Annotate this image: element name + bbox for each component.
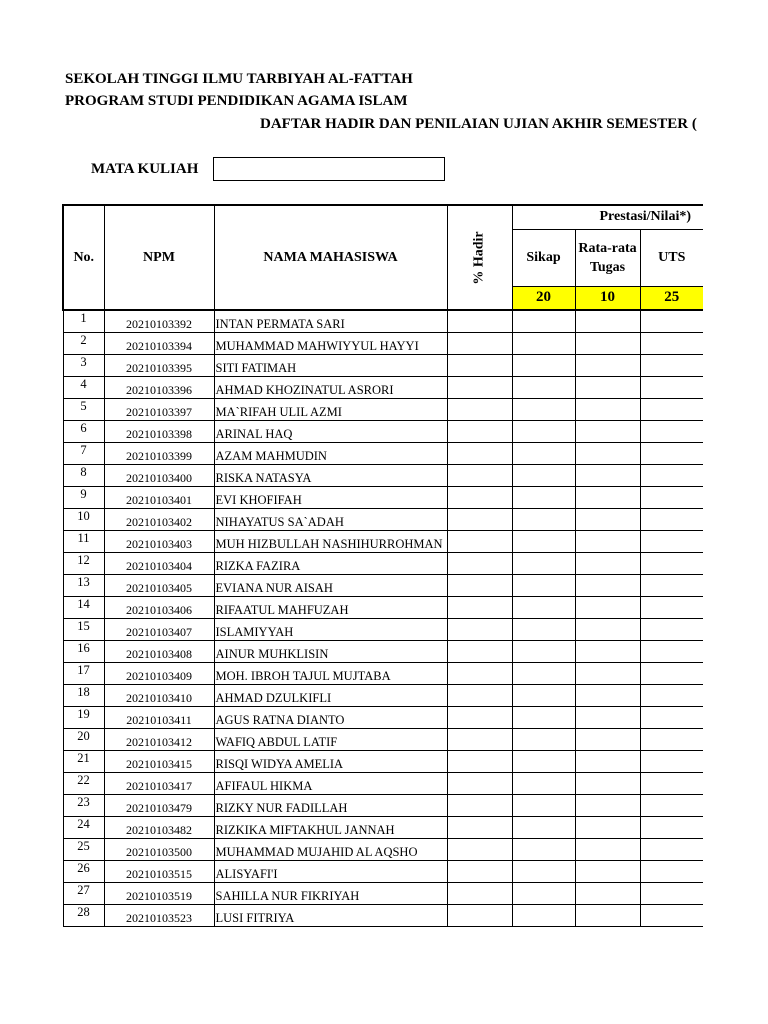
row-hadir-cell[interactable] xyxy=(447,597,512,619)
row-npm: 20210103482 xyxy=(104,817,214,839)
row-tugas-cell[interactable] xyxy=(575,773,640,795)
row-sikap-cell[interactable] xyxy=(512,443,575,465)
row-sikap-cell[interactable] xyxy=(512,597,575,619)
row-nama: MUH HIZBULLAH NASHIHURROHMAN xyxy=(214,531,447,553)
row-sikap-cell[interactable] xyxy=(512,685,575,707)
row-sikap-cell[interactable] xyxy=(512,531,575,553)
weight-uts: 25 xyxy=(640,286,703,310)
row-uts-cell[interactable] xyxy=(640,465,703,487)
row-sikap-cell[interactable] xyxy=(512,310,575,333)
row-tugas-cell[interactable] xyxy=(575,333,640,355)
row-uts-cell[interactable] xyxy=(640,839,703,861)
row-hadir-cell[interactable] xyxy=(447,531,512,553)
row-nama: RISQI WIDYA AMELIA xyxy=(214,751,447,773)
row-tugas-cell[interactable] xyxy=(575,377,640,399)
table-row xyxy=(63,531,703,553)
attendance-table xyxy=(62,204,703,927)
row-sikap-cell[interactable] xyxy=(512,729,575,751)
row-hadir-cell[interactable] xyxy=(447,861,512,883)
table-row xyxy=(63,685,703,707)
row-npm: 20210103405 xyxy=(104,575,214,597)
row-tugas-cell[interactable] xyxy=(575,553,640,575)
table-row xyxy=(63,729,703,751)
row-uts-cell[interactable] xyxy=(640,399,703,421)
row-tugas-cell[interactable] xyxy=(575,685,640,707)
row-sikap-cell[interactable] xyxy=(512,839,575,861)
row-no: 3 xyxy=(63,355,104,377)
row-uts-cell[interactable] xyxy=(640,333,703,355)
row-sikap-cell[interactable] xyxy=(512,377,575,399)
row-no: 14 xyxy=(63,597,104,619)
row-hadir-cell[interactable] xyxy=(447,729,512,751)
row-hadir-cell[interactable] xyxy=(447,751,512,773)
row-no: 21 xyxy=(63,751,104,773)
row-uts-cell[interactable] xyxy=(640,310,703,333)
row-sikap-cell[interactable] xyxy=(512,773,575,795)
row-uts-cell[interactable] xyxy=(640,663,703,685)
row-no: 19 xyxy=(63,707,104,729)
row-no: 17 xyxy=(63,663,104,685)
row-nama: EVIANA NUR AISAH xyxy=(214,575,447,597)
row-no: 24 xyxy=(63,817,104,839)
row-nama: AHMAD DZULKIFLI xyxy=(214,685,447,707)
row-uts-cell[interactable] xyxy=(640,487,703,509)
row-tugas-cell[interactable] xyxy=(575,465,640,487)
table-row xyxy=(63,597,703,619)
row-sikap-cell[interactable] xyxy=(512,333,575,355)
row-npm: 20210103412 xyxy=(104,729,214,751)
row-nama: MA`RIFAH ULIL AZMI xyxy=(214,399,447,421)
row-nama: AHMAD KHOZINATUL ASRORI xyxy=(214,377,447,399)
row-no: 16 xyxy=(63,641,104,663)
row-uts-cell[interactable] xyxy=(640,355,703,377)
row-no: 5 xyxy=(63,399,104,421)
weight-sikap: 20 xyxy=(512,286,575,310)
row-tugas-cell[interactable] xyxy=(575,487,640,509)
row-uts-cell[interactable] xyxy=(640,509,703,531)
table-row xyxy=(63,641,703,663)
row-nama: LUSI FITRIYA xyxy=(214,905,447,927)
row-tugas-cell[interactable] xyxy=(575,355,640,377)
row-sikap-cell[interactable] xyxy=(512,795,575,817)
row-sikap-cell[interactable] xyxy=(512,399,575,421)
row-npm: 20210103411 xyxy=(104,707,214,729)
row-nama: RIZKIKA MIFTAKHUL JANNAH xyxy=(214,817,447,839)
row-nama: AGUS RATNA DIANTO xyxy=(214,707,447,729)
row-hadir-cell[interactable] xyxy=(447,641,512,663)
table-row xyxy=(63,861,703,883)
row-nama: AZAM MAHMUDIN xyxy=(214,443,447,465)
row-tugas-cell[interactable] xyxy=(575,883,640,905)
row-nama: MOH. IBROH TAJUL MUJTABA xyxy=(214,663,447,685)
row-nama: RIZKY NUR FADILLAH xyxy=(214,795,447,817)
row-npm: 20210103400 xyxy=(104,465,214,487)
row-npm: 20210103408 xyxy=(104,641,214,663)
row-hadir-cell[interactable] xyxy=(447,619,512,641)
row-npm: 20210103479 xyxy=(104,795,214,817)
row-hadir-cell[interactable] xyxy=(447,509,512,531)
table-row xyxy=(63,377,703,399)
row-uts-cell[interactable] xyxy=(640,817,703,839)
row-nama: SITI FATIMAH xyxy=(214,355,447,377)
row-npm: 20210103403 xyxy=(104,531,214,553)
col-sikap-header: Sikap xyxy=(512,229,575,286)
row-sikap-cell[interactable] xyxy=(512,421,575,443)
row-npm: 20210103519 xyxy=(104,883,214,905)
row-nama: ISLAMIYYAH xyxy=(214,619,447,641)
row-uts-cell[interactable] xyxy=(640,597,703,619)
row-tugas-cell[interactable] xyxy=(575,707,640,729)
table-row xyxy=(63,310,703,333)
row-uts-cell[interactable] xyxy=(640,773,703,795)
row-hadir-cell[interactable] xyxy=(447,355,512,377)
row-no: 12 xyxy=(63,553,104,575)
row-nama: ALISYAFI'I xyxy=(214,861,447,883)
row-hadir-cell[interactable] xyxy=(447,310,512,333)
table-row xyxy=(63,795,703,817)
row-sikap-cell[interactable] xyxy=(512,641,575,663)
row-nama: NIHAYATUS SA`ADAH xyxy=(214,509,447,531)
row-hadir-cell[interactable] xyxy=(447,839,512,861)
row-hadir-cell[interactable] xyxy=(447,707,512,729)
table-row xyxy=(63,619,703,641)
row-tugas-cell[interactable] xyxy=(575,817,640,839)
row-nama: RIFAATUL MAHFUZAH xyxy=(214,597,447,619)
row-nama: MUHAMMAD MUJAHID AL AQSHO xyxy=(214,839,447,861)
row-sikap-cell[interactable] xyxy=(512,465,575,487)
row-npm: 20210103394 xyxy=(104,333,214,355)
row-uts-cell[interactable] xyxy=(640,421,703,443)
row-nama: AINUR MUHKLISIN xyxy=(214,641,447,663)
table-row xyxy=(63,465,703,487)
row-uts-cell[interactable] xyxy=(640,575,703,597)
hadir-label: % Hadir xyxy=(471,230,487,285)
row-uts-cell[interactable] xyxy=(640,531,703,553)
row-tugas-cell[interactable] xyxy=(575,310,640,333)
row-npm: 20210103415 xyxy=(104,751,214,773)
row-no: 1 xyxy=(63,310,104,333)
row-uts-cell[interactable] xyxy=(640,685,703,707)
row-no: 13 xyxy=(63,575,104,597)
row-uts-cell[interactable] xyxy=(640,553,703,575)
row-sikap-cell[interactable] xyxy=(512,707,575,729)
row-tugas-cell[interactable] xyxy=(575,729,640,751)
row-tugas-cell[interactable] xyxy=(575,619,640,641)
row-npm: 20210103515 xyxy=(104,861,214,883)
row-sikap-cell[interactable] xyxy=(512,861,575,883)
table-row xyxy=(63,355,703,377)
col-uts-header: UTS xyxy=(640,229,703,286)
row-npm: 20210103523 xyxy=(104,905,214,927)
row-sikap-cell[interactable] xyxy=(512,751,575,773)
row-uts-cell[interactable] xyxy=(640,619,703,641)
table-row xyxy=(63,333,703,355)
row-nama: EVI KHOFIFAH xyxy=(214,487,447,509)
row-npm: 20210103395 xyxy=(104,355,214,377)
row-hadir-cell[interactable] xyxy=(447,421,512,443)
row-no: 28 xyxy=(63,905,104,927)
row-nama: INTAN PERMATA SARI xyxy=(214,310,447,333)
row-tugas-cell[interactable] xyxy=(575,443,640,465)
table-row xyxy=(63,509,703,531)
row-nama: AFIFAUL HIKMA xyxy=(214,773,447,795)
institution-title: SEKOLAH TINGGI ILMU TARBIYAH AL-FATTAH xyxy=(65,71,413,87)
row-no: 7 xyxy=(63,443,104,465)
course-field[interactable] xyxy=(213,157,445,181)
row-no: 2 xyxy=(63,333,104,355)
table-row xyxy=(63,487,703,509)
row-sikap-cell[interactable] xyxy=(512,619,575,641)
row-no: 9 xyxy=(63,487,104,509)
row-npm: 20210103396 xyxy=(104,377,214,399)
row-tugas-cell[interactable] xyxy=(575,575,640,597)
row-hadir-cell[interactable] xyxy=(447,487,512,509)
row-no: 26 xyxy=(63,861,104,883)
row-npm: 20210103399 xyxy=(104,443,214,465)
weight-tugas: 10 xyxy=(575,286,640,310)
row-no: 25 xyxy=(63,839,104,861)
row-npm: 20210103500 xyxy=(104,839,214,861)
row-no: 4 xyxy=(63,377,104,399)
row-sikap-cell[interactable] xyxy=(512,817,575,839)
col-hadir-header xyxy=(447,205,512,310)
row-nama: ARINAL HAQ xyxy=(214,421,447,443)
table-row xyxy=(63,883,703,905)
row-sikap-cell[interactable] xyxy=(512,355,575,377)
row-npm: 20210103406 xyxy=(104,597,214,619)
col-nama-header: NAMA MAHASISWA xyxy=(214,205,447,310)
row-hadir-cell[interactable] xyxy=(447,443,512,465)
row-nama: MUHAMMAD MAHWIYYUL HAYYI xyxy=(214,333,447,355)
row-npm: 20210103409 xyxy=(104,663,214,685)
row-no: 20 xyxy=(63,729,104,751)
table-row xyxy=(63,751,703,773)
course-label: MATA KULIAH xyxy=(91,161,199,177)
row-no: 8 xyxy=(63,465,104,487)
row-no: 23 xyxy=(63,795,104,817)
row-hadir-cell[interactable] xyxy=(447,553,512,575)
row-tugas-cell[interactable] xyxy=(575,531,640,553)
row-hadir-cell[interactable] xyxy=(447,685,512,707)
row-no: 15 xyxy=(63,619,104,641)
row-npm: 20210103397 xyxy=(104,399,214,421)
row-hadir-cell[interactable] xyxy=(447,465,512,487)
row-nama: RIZKA FAZIRA xyxy=(214,553,447,575)
row-tugas-cell[interactable] xyxy=(575,421,640,443)
row-uts-cell[interactable] xyxy=(640,729,703,751)
row-sikap-cell[interactable] xyxy=(512,553,575,575)
col-tugas-header: Rata-rata Tugas xyxy=(575,229,640,286)
row-npm: 20210103404 xyxy=(104,553,214,575)
row-sikap-cell[interactable] xyxy=(512,487,575,509)
row-nama: RISKA NATASYA xyxy=(214,465,447,487)
row-uts-cell[interactable] xyxy=(640,707,703,729)
row-hadir-cell[interactable] xyxy=(447,817,512,839)
row-hadir-cell[interactable] xyxy=(447,399,512,421)
row-sikap-cell[interactable] xyxy=(512,663,575,685)
row-sikap-cell[interactable] xyxy=(512,575,575,597)
row-tugas-cell[interactable] xyxy=(575,597,640,619)
row-hadir-cell[interactable] xyxy=(447,795,512,817)
table-row xyxy=(63,817,703,839)
table-row xyxy=(63,839,703,861)
row-tugas-cell[interactable] xyxy=(575,641,640,663)
row-hadir-cell[interactable] xyxy=(447,663,512,685)
row-npm: 20210103410 xyxy=(104,685,214,707)
row-npm: 20210103401 xyxy=(104,487,214,509)
prestasi-group-header: Prestasi/Nilai*) xyxy=(512,205,703,229)
table-row xyxy=(63,553,703,575)
row-nama: WAFIQ ABDUL LATIF xyxy=(214,729,447,751)
row-nama: SAHILLA NUR FIKRIYAH xyxy=(214,883,447,905)
row-tugas-cell[interactable] xyxy=(575,399,640,421)
table-row xyxy=(63,707,703,729)
table-row xyxy=(63,773,703,795)
row-hadir-cell[interactable] xyxy=(447,333,512,355)
document-title: DAFTAR HADIR DAN PENILAIAN UJIAN AKHIR SEMESTER ( xyxy=(260,116,697,132)
row-no: 11 xyxy=(63,531,104,553)
row-sikap-cell[interactable] xyxy=(512,905,575,927)
row-no: 6 xyxy=(63,421,104,443)
table-row xyxy=(63,575,703,597)
row-uts-cell[interactable] xyxy=(640,861,703,883)
row-tugas-cell[interactable] xyxy=(575,795,640,817)
row-uts-cell[interactable] xyxy=(640,751,703,773)
row-tugas-cell[interactable] xyxy=(575,509,640,531)
row-tugas-cell[interactable] xyxy=(575,839,640,861)
table-row xyxy=(63,399,703,421)
row-tugas-cell[interactable] xyxy=(575,751,640,773)
row-npm: 20210103417 xyxy=(104,773,214,795)
table-row xyxy=(63,663,703,685)
row-tugas-cell[interactable] xyxy=(575,663,640,685)
row-uts-cell[interactable] xyxy=(640,377,703,399)
col-npm-header: NPM xyxy=(104,205,214,310)
row-npm: 20210103402 xyxy=(104,509,214,531)
row-uts-cell[interactable] xyxy=(640,905,703,927)
row-npm: 20210103407 xyxy=(104,619,214,641)
row-no: 18 xyxy=(63,685,104,707)
row-hadir-cell[interactable] xyxy=(447,883,512,905)
row-tugas-cell[interactable] xyxy=(575,861,640,883)
row-npm: 20210103398 xyxy=(104,421,214,443)
col-no-header: No. xyxy=(63,205,104,310)
row-hadir-cell[interactable] xyxy=(447,377,512,399)
row-no: 10 xyxy=(63,509,104,531)
row-tugas-cell[interactable] xyxy=(575,905,640,927)
row-hadir-cell[interactable] xyxy=(447,575,512,597)
program-title: PROGRAM STUDI PENDIDIKAN AGAMA ISLAM xyxy=(65,93,408,109)
row-uts-cell[interactable] xyxy=(640,443,703,465)
row-sikap-cell[interactable] xyxy=(512,883,575,905)
table-row xyxy=(63,443,703,465)
row-hadir-cell[interactable] xyxy=(447,905,512,927)
row-uts-cell[interactable] xyxy=(640,883,703,905)
row-hadir-cell[interactable] xyxy=(447,773,512,795)
table-row xyxy=(63,905,703,927)
row-uts-cell[interactable] xyxy=(640,641,703,663)
row-uts-cell[interactable] xyxy=(640,795,703,817)
table-row xyxy=(63,421,703,443)
row-sikap-cell[interactable] xyxy=(512,509,575,531)
row-no: 22 xyxy=(63,773,104,795)
row-no: 27 xyxy=(63,883,104,905)
row-npm: 20210103392 xyxy=(104,310,214,333)
